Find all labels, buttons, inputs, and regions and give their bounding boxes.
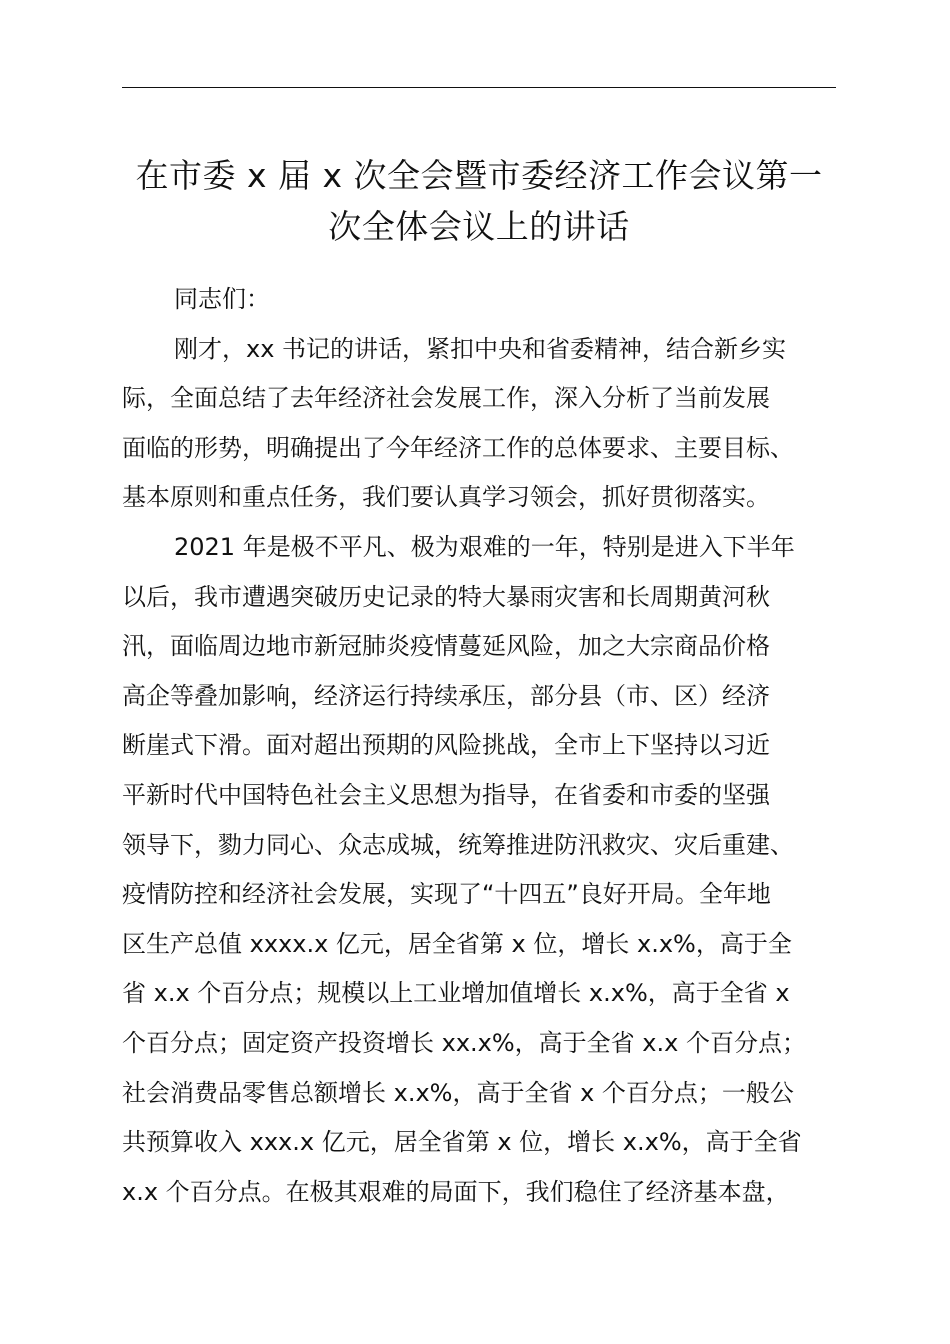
document-title (100, 150, 858, 252)
paragraph-line: 面临的形势，明确提出了今年经济工作的总体要求、主要目标、 (122, 433, 794, 462)
title-line: 在市委 x 届 x 次全会暨市委经济工作会议第一 (135, 156, 823, 195)
paragraph-line: 社会消费品零售总额增长 x.x%，高于全省 x 个百分点；一般公 (122, 1078, 794, 1107)
paragraph-line: 区生产总值 xxxx.x 亿元，居全省第 x 位，增长 x.x%，高于全 (122, 929, 792, 958)
paragraph-line: 汛，面临周边地市新冠肺炎疫情蔓延风险，加之大宗商品价格 (122, 632, 770, 661)
paragraph-line: 高企等叠加影响，经济运行持续承压，部分县（市、区）经济 (122, 681, 770, 710)
paragraph-line: 刚才，xx 书记的讲话，紧扣中央和省委精神，结合新乡实 (174, 334, 787, 363)
title-line: 次全体会议上的讲话 (328, 207, 630, 246)
document-body (122, 275, 862, 1217)
paragraph-line: x.x 个百分点。在极其艰难的局面下，我们稳住了经济基本盘， (122, 1177, 790, 1206)
paragraph-line: 以后，我市遭遇突破历史记录的特大暴雨灾害和长周期黄河秋 (122, 582, 770, 611)
paragraph-line: 平新时代中国特色社会主义思想为指导，在省委和市委的坚强 (122, 780, 770, 809)
paragraph-line: 领导下，勠力同心、众志成城，统筹推进防汛救灾、灾后重建、 (122, 830, 794, 859)
paragraph-line: 省 x.x 个百分点；规模以上工业增加值增长 x.x%，高于全省 x (122, 979, 790, 1008)
paragraph-line: 断崖式下滑。面对超出预期的风险挑战，全市上下坚持以习近 (122, 731, 770, 760)
paragraph-line: 基本原则和重点任务，我们要认真学习领会，抓好贯彻落实。 (122, 483, 770, 512)
paragraph-line: 疫情防控和经济社会发展，实现了“十四五”良好开局。全年地 (122, 880, 771, 909)
paragraph-line: 共预算收入 xxx.x 亿元，居全省第 x 位，增长 x.x%，高于全省 (122, 1128, 802, 1157)
paragraph-line: 2021 年是极不平凡、极为艰难的一年，特别是进入下半年 (174, 532, 795, 561)
paragraph-line: 际，全面总结了去年经济社会发展工作，深入分析了当前发展 (122, 384, 770, 413)
paragraph-line: 个百分点；固定资产投资增长 xx.x%，高于全省 x.x 个百分点； (122, 1028, 806, 1057)
header-rule (122, 87, 836, 88)
salutation: 同志们： (174, 285, 270, 313)
